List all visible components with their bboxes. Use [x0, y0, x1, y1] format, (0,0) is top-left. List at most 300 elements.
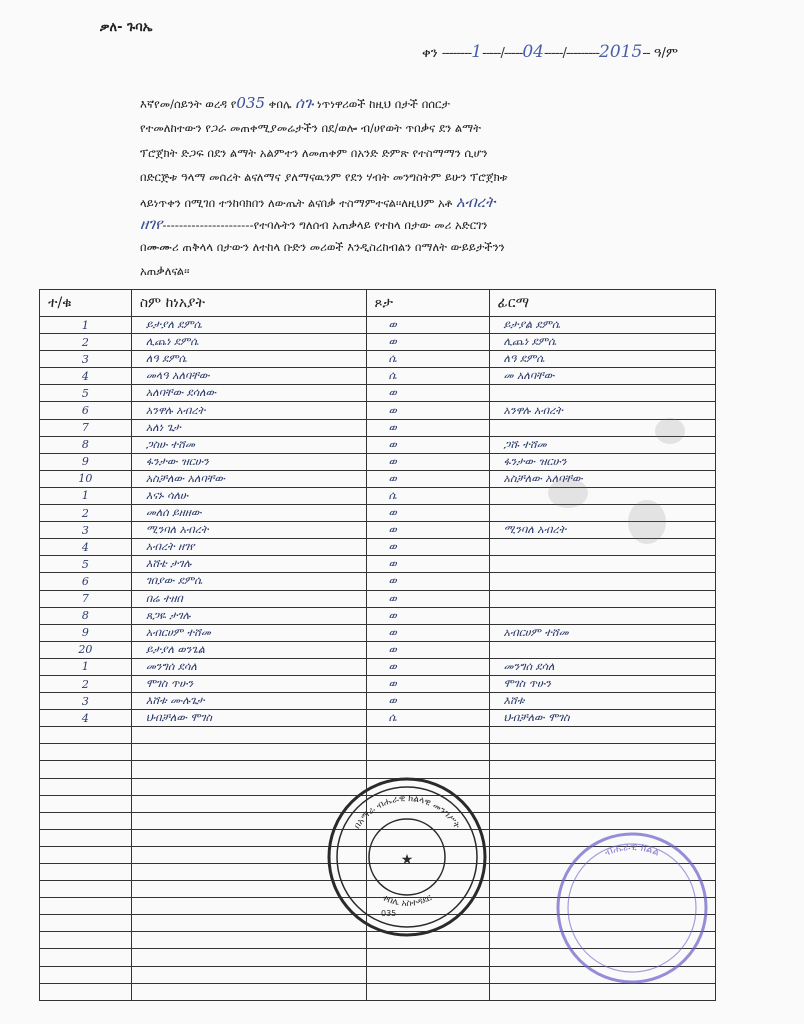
table-row — [40, 710, 716, 727]
row-name — [132, 934, 146, 947]
row-number: 6 — [81, 574, 89, 588]
row-name: መለሰ ይዘዘው — [145, 506, 202, 520]
row-signature: ሊጨነ ደምሴ — [503, 335, 557, 349]
row-number-cell — [40, 949, 132, 966]
row-sex-cell — [366, 590, 489, 607]
row-number: 20 — [78, 643, 93, 657]
row-number-cell — [40, 334, 132, 351]
row-signature — [490, 763, 504, 776]
table-row — [40, 641, 716, 658]
row-name-cell — [131, 505, 366, 522]
row-number: 7 — [81, 592, 89, 606]
row-signature — [490, 934, 504, 947]
table-row — [40, 334, 716, 351]
row-number-cell — [40, 453, 132, 470]
table-row — [40, 624, 716, 641]
row-signature: ለዓ ደምሴ — [503, 352, 545, 366]
row-sex — [367, 951, 389, 964]
row-name-cell — [131, 487, 366, 504]
row-signature — [490, 729, 504, 742]
row-signature: መንግሰ ደሳለ — [503, 659, 555, 673]
row-name — [132, 951, 146, 964]
table-row — [40, 470, 716, 487]
row-name: እሸቴ ታገሉ — [145, 557, 192, 571]
row-number: 5 — [81, 557, 89, 571]
row-sex: ወ — [388, 591, 397, 605]
row-name: ለዓ ደምሴ — [145, 352, 187, 366]
row-sex: ወ — [388, 642, 397, 656]
row-signature — [490, 489, 504, 502]
row-sex-cell — [366, 966, 489, 983]
row-sex: ሴ — [388, 369, 397, 383]
row-signature-cell — [489, 641, 715, 658]
row-sex — [367, 729, 389, 742]
row-number-cell — [40, 368, 132, 385]
row-signature: አስቻለው አለባቸው — [503, 471, 583, 485]
row-sex — [367, 985, 389, 998]
row-number-cell — [40, 641, 132, 658]
row-name: ሞገስ ጥሁን — [145, 677, 194, 691]
row-name-cell — [131, 710, 366, 727]
row-signature — [490, 951, 504, 964]
row-name-cell — [131, 641, 366, 658]
row-signature-cell — [489, 317, 715, 334]
row-sex-cell — [366, 693, 489, 710]
row-number-cell — [40, 573, 132, 590]
row-signature-cell — [489, 744, 715, 761]
row-name — [132, 814, 146, 827]
row-name — [132, 797, 146, 810]
row-name — [132, 831, 146, 844]
row-number: 2 — [81, 335, 89, 349]
row-signature-cell — [489, 351, 715, 368]
row-number-cell — [40, 675, 132, 692]
paragraph-line-6 — [140, 215, 700, 233]
row-sex: ወ — [388, 659, 397, 673]
row-name-cell — [131, 436, 366, 453]
row-sex: ወ — [388, 557, 397, 571]
row-name-cell — [131, 949, 366, 966]
paragraph-text: ነጥነዋሪወች ከዚህ በታች በሰርታ — [317, 97, 451, 111]
row-number-cell — [40, 881, 132, 898]
row-signature — [490, 831, 504, 844]
row-sex: ወ — [388, 437, 397, 451]
row-signature-cell — [489, 727, 715, 744]
row-name: እሸቱ ሙሉጌታ — [145, 694, 205, 708]
row-signature: መ አለባቸው — [503, 369, 555, 383]
row-number-cell — [40, 505, 132, 522]
row-number: 1 — [81, 660, 89, 674]
row-signature — [490, 866, 504, 879]
date-suffix: ዓ/ም — [653, 46, 679, 61]
row-sex: ወ — [388, 677, 397, 691]
row-number: 2 — [81, 677, 89, 691]
row-sex-cell — [366, 402, 489, 419]
row-name: አለባቸው ደሳለው — [145, 386, 217, 400]
row-name: አብረት ዘገየ — [145, 540, 195, 554]
row-sex-cell — [366, 505, 489, 522]
row-sex: ወ — [388, 608, 397, 622]
row-number-cell — [40, 795, 132, 812]
row-number-cell — [40, 932, 132, 949]
row-sex-cell — [366, 522, 489, 539]
row-sex — [367, 968, 389, 981]
row-name-cell — [131, 317, 366, 334]
row-number: 9 — [81, 626, 89, 640]
table-row — [40, 658, 716, 675]
row-sex-cell — [366, 675, 489, 692]
row-number: 4 — [81, 540, 89, 554]
row-signature — [490, 643, 504, 656]
row-number-cell — [40, 727, 132, 744]
row-name: አስቻለው አለባቸው — [145, 471, 225, 485]
row-number: 3 — [81, 694, 89, 708]
row-number-cell — [40, 419, 132, 436]
row-sex: ወ — [388, 540, 397, 554]
row-name — [132, 968, 146, 981]
row-name: እናኑ ሳለሁ — [145, 488, 189, 502]
row-name: መንግሰ ደሳለ — [145, 659, 197, 673]
row-number-cell — [40, 590, 132, 607]
row-signature: እሸቱ — [503, 694, 525, 708]
row-number: 3 — [81, 352, 89, 366]
row-signature — [490, 917, 504, 930]
stamp1-bottom-text: ቀበሌ አስተዳደር — [380, 893, 434, 909]
row-sex: ወ — [388, 386, 397, 400]
row-sex-cell — [366, 727, 489, 744]
table-row — [40, 368, 716, 385]
table-row — [40, 419, 716, 436]
ink-smudge — [628, 500, 666, 544]
paragraph-line-7: በሙሙሪ ጠቅላላ በታውን ለተከላ ቡድን መሪወች እንዲስረከብልን በማለት ውይይታችንን — [140, 240, 505, 254]
paragraph-text: እኛየመ/ሰይንት ወረዳ የ — [140, 97, 237, 111]
table-row — [40, 539, 716, 556]
row-name: በሬ ተዘበ — [145, 591, 183, 605]
table-row — [40, 317, 716, 334]
row-sex: ወ — [388, 454, 397, 468]
date-year: 2015 — [599, 42, 643, 62]
row-name: ይታያለ ወንጌል — [145, 642, 205, 656]
row-sex-cell — [366, 607, 489, 624]
stamp1-top-text: በአማራ ብሔራዊ ክልላዊ መንግሥት — [352, 793, 462, 831]
row-sex: ወ — [388, 318, 397, 332]
leader-last-name: ዘገየ — [140, 215, 163, 233]
row-sex-cell — [366, 487, 489, 504]
row-signature: ይታያል ደምሴ — [503, 318, 561, 332]
paragraph-text: ቀበሌ — [268, 97, 292, 111]
row-sex-cell — [366, 573, 489, 590]
row-number-cell — [40, 829, 132, 846]
row-number: 4 — [81, 369, 89, 383]
row-name — [132, 729, 146, 742]
row-number-cell — [40, 402, 132, 419]
row-sex-cell — [366, 658, 489, 675]
table-row — [40, 573, 716, 590]
row-signature — [490, 985, 504, 998]
row-signature — [490, 883, 504, 896]
row-name-cell — [131, 453, 366, 470]
row-signature-cell — [489, 556, 715, 573]
row-sex: ወ — [388, 625, 397, 639]
row-number-cell — [40, 487, 132, 504]
row-signature — [490, 780, 504, 793]
row-signature-cell — [489, 573, 715, 590]
ink-smudge — [548, 478, 588, 508]
row-signature — [490, 609, 504, 622]
date-line: ቀን --------1-----/-----04-----/---------2015-- ዓ/ም — [422, 42, 679, 62]
row-signature-cell — [489, 624, 715, 641]
row-name-cell — [131, 727, 366, 744]
row-name-cell — [131, 675, 366, 692]
row-number-cell — [40, 761, 132, 778]
row-number-cell — [40, 778, 132, 795]
faded-round-stamp — [552, 828, 712, 988]
row-number-cell — [40, 436, 132, 453]
row-sex-cell — [366, 539, 489, 556]
row-name-cell — [131, 556, 366, 573]
row-signature — [490, 387, 504, 400]
row-name-cell — [131, 539, 366, 556]
row-signature-cell — [489, 368, 715, 385]
row-signature-cell — [489, 402, 715, 419]
table-row — [40, 693, 716, 710]
row-signature — [490, 900, 504, 913]
table-row — [40, 590, 716, 607]
row-name-cell — [131, 607, 366, 624]
row-number: 8 — [81, 438, 89, 452]
row-number-cell — [40, 470, 132, 487]
row-sex: ወ — [388, 694, 397, 708]
row-number-cell — [40, 898, 132, 915]
row-name-cell — [131, 693, 366, 710]
svg-text:በአማራ ብሔራዊ ክልላዊ መንግሥት — [352, 794, 461, 831]
row-number-cell — [40, 556, 132, 573]
row-name — [132, 883, 146, 896]
row-signature-cell — [489, 590, 715, 607]
row-signature: ሞገስ ጥሁን — [503, 677, 551, 691]
row-number-cell — [40, 351, 132, 368]
table-row — [40, 436, 716, 453]
row-name-cell — [131, 983, 366, 1000]
stamp1-code: 035 — [381, 909, 397, 918]
row-sex-cell — [366, 641, 489, 658]
col-header-signature: ፊርማ — [489, 290, 715, 317]
row-name: ሊጨነ ደምሴ — [145, 335, 199, 349]
paragraph-text: ላይነጥቀን በሚገበ ተንከባክበን ለውጤት ልናበቃ ተስማምተናል፡፡ለዚህም አቶ — [140, 196, 453, 210]
row-number: 8 — [81, 609, 89, 623]
row-name-cell — [131, 419, 366, 436]
table-row — [40, 487, 716, 504]
date-day: 1 — [471, 42, 483, 62]
row-number: 5 — [81, 386, 89, 400]
row-number: 3 — [81, 523, 89, 537]
row-name-cell — [131, 966, 366, 983]
paragraph-line-2: የተመለከተውን የጋራ መጠቀሚያመሬታችን በደ/ወሎ ብ/ሀየወት ጥበቃና ደን ልማት — [140, 121, 482, 135]
row-name: ገበያው ደምሴ — [145, 574, 203, 588]
row-sex-cell — [366, 983, 489, 1000]
row-number: 2 — [81, 506, 89, 520]
row-number-cell — [40, 864, 132, 881]
row-signature — [490, 541, 504, 554]
row-name — [132, 763, 146, 776]
row-name: ሚንባለ አብረት — [145, 523, 209, 537]
row-name: ጋስሁ ተሸመ — [145, 437, 195, 451]
row-signature — [490, 421, 504, 434]
row-name: ፋንታው ዝርሁን — [145, 454, 209, 468]
row-signature-cell — [489, 487, 715, 504]
row-signature-cell — [489, 761, 715, 778]
row-name: ጸጋዬ ታገሉ — [145, 608, 191, 622]
row-number-cell — [40, 658, 132, 675]
paragraph-line-5 — [140, 193, 700, 211]
row-sex: ወ — [388, 471, 397, 485]
row-signature-cell — [489, 470, 715, 487]
official-round-stamp — [326, 776, 488, 938]
row-sex-cell — [366, 744, 489, 761]
kebele-name: ሰጉ — [295, 94, 314, 112]
row-signature-cell — [489, 675, 715, 692]
row-name — [132, 917, 146, 930]
row-sex — [367, 763, 389, 776]
row-signature-cell — [489, 539, 715, 556]
row-number-cell — [40, 744, 132, 761]
paragraph-line-1 — [140, 94, 700, 112]
row-signature — [490, 558, 504, 571]
ink-smudge — [655, 418, 685, 444]
row-signature-cell — [489, 453, 715, 470]
row-signature-cell — [489, 385, 715, 402]
row-signature-cell — [489, 334, 715, 351]
row-signature: ህብቻለው ሞገስ — [503, 711, 570, 725]
row-name-cell — [131, 624, 366, 641]
row-signature — [490, 746, 504, 759]
row-sex-cell — [366, 556, 489, 573]
col-header-name: ስም ከነአያት — [131, 290, 366, 317]
row-number-cell — [40, 539, 132, 556]
svg-text:★: ★ — [400, 852, 414, 868]
paragraph-text: ----------------------የተባሉትን ግለሰብ አጠቃላይ የተከላ በታው መሪ አድርገን — [162, 218, 488, 232]
row-signature — [490, 507, 504, 520]
row-sex-cell — [366, 334, 489, 351]
row-sex-cell — [366, 317, 489, 334]
row-sex: ወ — [388, 403, 397, 417]
leader-first-name: አብረት — [455, 193, 496, 211]
row-name — [132, 780, 146, 793]
row-sex: ሴ — [388, 711, 397, 725]
row-number: 10 — [78, 472, 93, 486]
row-number-cell — [40, 966, 132, 983]
row-sex: ወ — [388, 335, 397, 349]
row-number-cell — [40, 522, 132, 539]
row-sex-cell — [366, 385, 489, 402]
paragraph-line-3: ፕሮጀክት ድጋፍ በደን ልማት አልምተን ለመጠቀም በአንድ ድምጽ የተስማማን ሲሆን — [140, 146, 488, 160]
row-name-cell — [131, 744, 366, 761]
row-sex-cell — [366, 470, 489, 487]
row-sex: ወ — [388, 506, 397, 520]
row-name-cell — [131, 522, 366, 539]
row-name-cell — [131, 351, 366, 368]
paragraph-line-4: በድርጅቱ ዓላማ መሰረት ልናለማና ያለማናዉንም የደን ሃብት መንግስትም ይሁን ፕሮጀክቱ — [140, 170, 508, 184]
row-sex-cell — [366, 453, 489, 470]
row-number-cell — [40, 915, 132, 932]
row-signature-cell — [489, 658, 715, 675]
row-signature-cell — [489, 778, 715, 795]
table-row — [40, 727, 716, 744]
row-signature: አንዋሉ አብረት — [503, 403, 563, 417]
row-signature — [490, 814, 504, 827]
table-row — [40, 505, 716, 522]
row-name — [132, 746, 146, 759]
row-name-cell — [131, 470, 366, 487]
row-signature-cell — [489, 505, 715, 522]
row-number-cell — [40, 607, 132, 624]
row-number: 9 — [81, 455, 89, 469]
row-number: 6 — [81, 404, 89, 418]
paragraph-line-8: አጠቃለናል፡፡ — [140, 264, 190, 278]
row-sex-cell — [366, 949, 489, 966]
row-signature — [490, 797, 504, 810]
row-number: 7 — [81, 421, 89, 435]
row-sex-cell — [366, 368, 489, 385]
row-signature — [490, 968, 504, 981]
row-signature-cell — [489, 693, 715, 710]
row-sex-cell — [366, 351, 489, 368]
row-signature — [490, 592, 504, 605]
row-signature: ሚንባለ አብረት — [503, 523, 567, 537]
row-sex: ወ — [388, 523, 397, 537]
row-name-cell — [131, 368, 366, 385]
row-number-cell — [40, 693, 132, 710]
row-sex — [367, 746, 389, 759]
document-title: ቃለ- ጉባኤ — [100, 20, 153, 35]
table-row — [40, 402, 716, 419]
row-name — [132, 866, 146, 879]
row-name: መላዓ አለባቸው — [145, 369, 210, 383]
row-signature — [490, 848, 504, 861]
row-signature: አብርሀም ተሸመ — [503, 625, 569, 639]
table-row — [40, 675, 716, 692]
table-row — [40, 453, 716, 470]
row-signature-cell — [489, 710, 715, 727]
col-header-number: ተ/ቁ — [40, 290, 132, 317]
row-number-cell — [40, 624, 132, 641]
svg-text:ብሔራዊ ክልል — [603, 842, 661, 859]
row-name-cell — [131, 658, 366, 675]
row-name: አለነ ጌታ — [145, 420, 181, 434]
table-row — [40, 607, 716, 624]
row-sex-cell — [366, 710, 489, 727]
row-sex: ወ — [388, 420, 397, 434]
row-name: አንዋሉ አብረት — [145, 403, 206, 417]
row-signature: ፋንታው ዝርሁን — [503, 454, 567, 468]
row-name-cell — [131, 334, 366, 351]
row-signature — [490, 575, 504, 588]
date-label: ቀን — [422, 46, 438, 61]
row-number: 1 — [81, 489, 89, 503]
row-signature-cell — [489, 522, 715, 539]
table-header-row — [40, 290, 716, 317]
row-number-cell — [40, 385, 132, 402]
row-number-cell — [40, 983, 132, 1000]
row-name-cell — [131, 402, 366, 419]
table-row — [40, 556, 716, 573]
table-row — [40, 351, 716, 368]
row-sex-cell — [366, 436, 489, 453]
table-row — [40, 744, 716, 761]
row-sex-cell — [366, 624, 489, 641]
row-number-cell — [40, 710, 132, 727]
row-name — [132, 848, 146, 861]
